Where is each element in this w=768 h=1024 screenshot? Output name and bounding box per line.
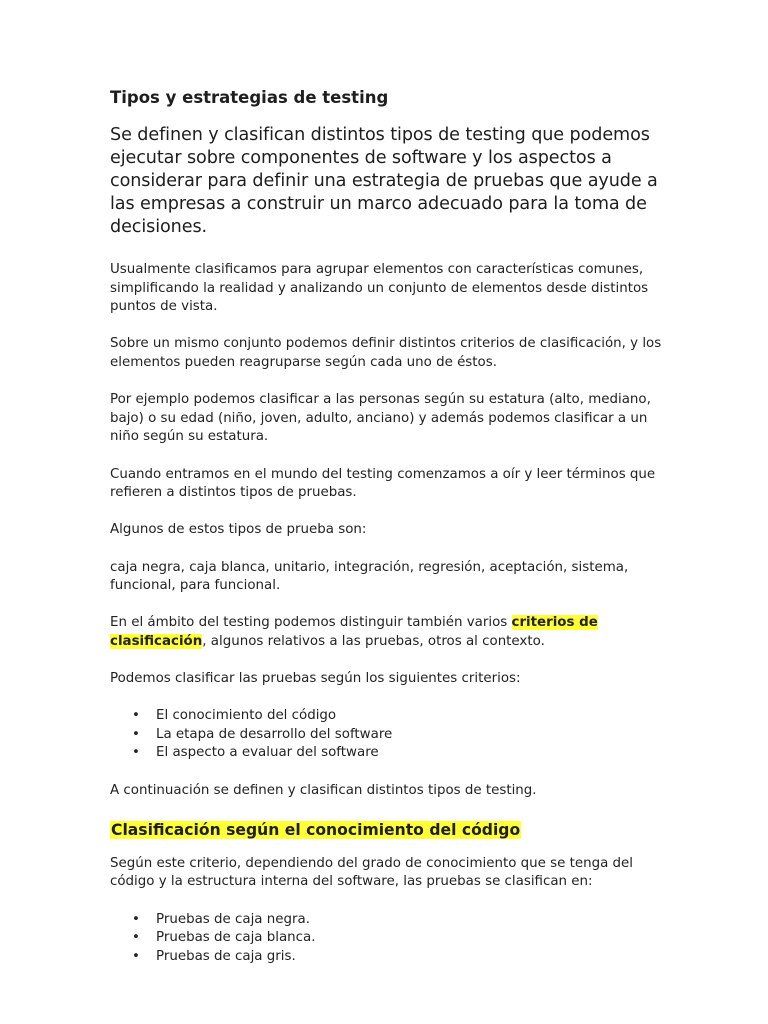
- list-item: • Pruebas de caja blanca.: [110, 929, 670, 948]
- paragraph-7-before: En el ámbito del testing podemos distinguir también varios: [110, 615, 512, 631]
- paragraph-10: Según este criterio, dependiendo del grado de conocimiento que se tenga del código y la estructura interna del software, las pruebas se clasifican en:: [110, 855, 634, 890]
- bullet-icon: •: [132, 930, 140, 946]
- bullet-icon: •: [132, 911, 140, 927]
- paragraph-7: [110, 614, 670, 651]
- list-item: • El conocimiento del código: [110, 707, 670, 726]
- paragraph-2: Sobre un mismo conjunto podemos definir distintos criterios de clasificación, y los elementos pueden reagruparse según cada uno de éstos.: [110, 336, 662, 370]
- document-title: Tipos y estrategias de testing: [110, 88, 389, 107]
- criteria-list: [110, 707, 670, 763]
- paragraph-5: Algunos de estos tipos de prueba son:: [110, 522, 367, 538]
- bullet-icon: •: [132, 948, 140, 964]
- list-item: • Pruebas de caja gris.: [110, 948, 670, 967]
- document-page: [110, 86, 670, 985]
- paragraph-1: Usualmente clasificamos para agrupar elementos con características comunes, simplificando la realidad y analizando un conjunto de elementos desde distintos puntos de vista.: [110, 262, 649, 315]
- paragraph-7-after: , algunos relativos a las pruebas, otros al contexto.: [202, 633, 545, 649]
- section-heading: [110, 819, 670, 841]
- paragraph-8: Podemos clasificar las pruebas según los siguientes criterios:: [110, 671, 521, 687]
- lead-paragraph: Se definen y clasifican distintos tipos de testing que podemos ejecutar sobre componentes de software y los aspectos a considerar para definir una estrategia de pruebas que ayude a las empresas a construir un marco adecuado para la toma de decisiones.: [110, 125, 658, 237]
- bullet-icon: •: [132, 708, 140, 724]
- paragraph-6: caja negra, caja blanca, unitario, integración, regresión, aceptación, sistema, funcional, para funcional.: [110, 559, 629, 594]
- paragraph-9: A continuación se definen y clasifican distintos tipos de testing.: [110, 782, 537, 798]
- list-item: • Pruebas de caja negra.: [110, 911, 670, 930]
- list-item: • El aspecto a evaluar del software: [110, 744, 670, 763]
- paragraph-3: Por ejemplo podemos clasificar a las personas según su estatura (alto, mediano, bajo) o su edad (niño, joven, adulto, anciano) y además podemos clasificar a un niño según su estatura.: [110, 392, 651, 445]
- section-heading-highlight: Clasificación según el conocimiento del código: [111, 820, 521, 839]
- paragraph-4: Cuando entramos en el mundo del testing comenzamos a oír y leer términos que refieren a distintos tipos de pruebas.: [110, 466, 656, 501]
- highlighted-criteria-term: criterios de clasificación: [110, 615, 598, 649]
- bullet-icon: •: [132, 726, 140, 742]
- bullet-icon: •: [132, 745, 140, 761]
- box-types-list: [110, 911, 670, 967]
- list-item: • La etapa de desarrollo del software: [110, 726, 670, 745]
